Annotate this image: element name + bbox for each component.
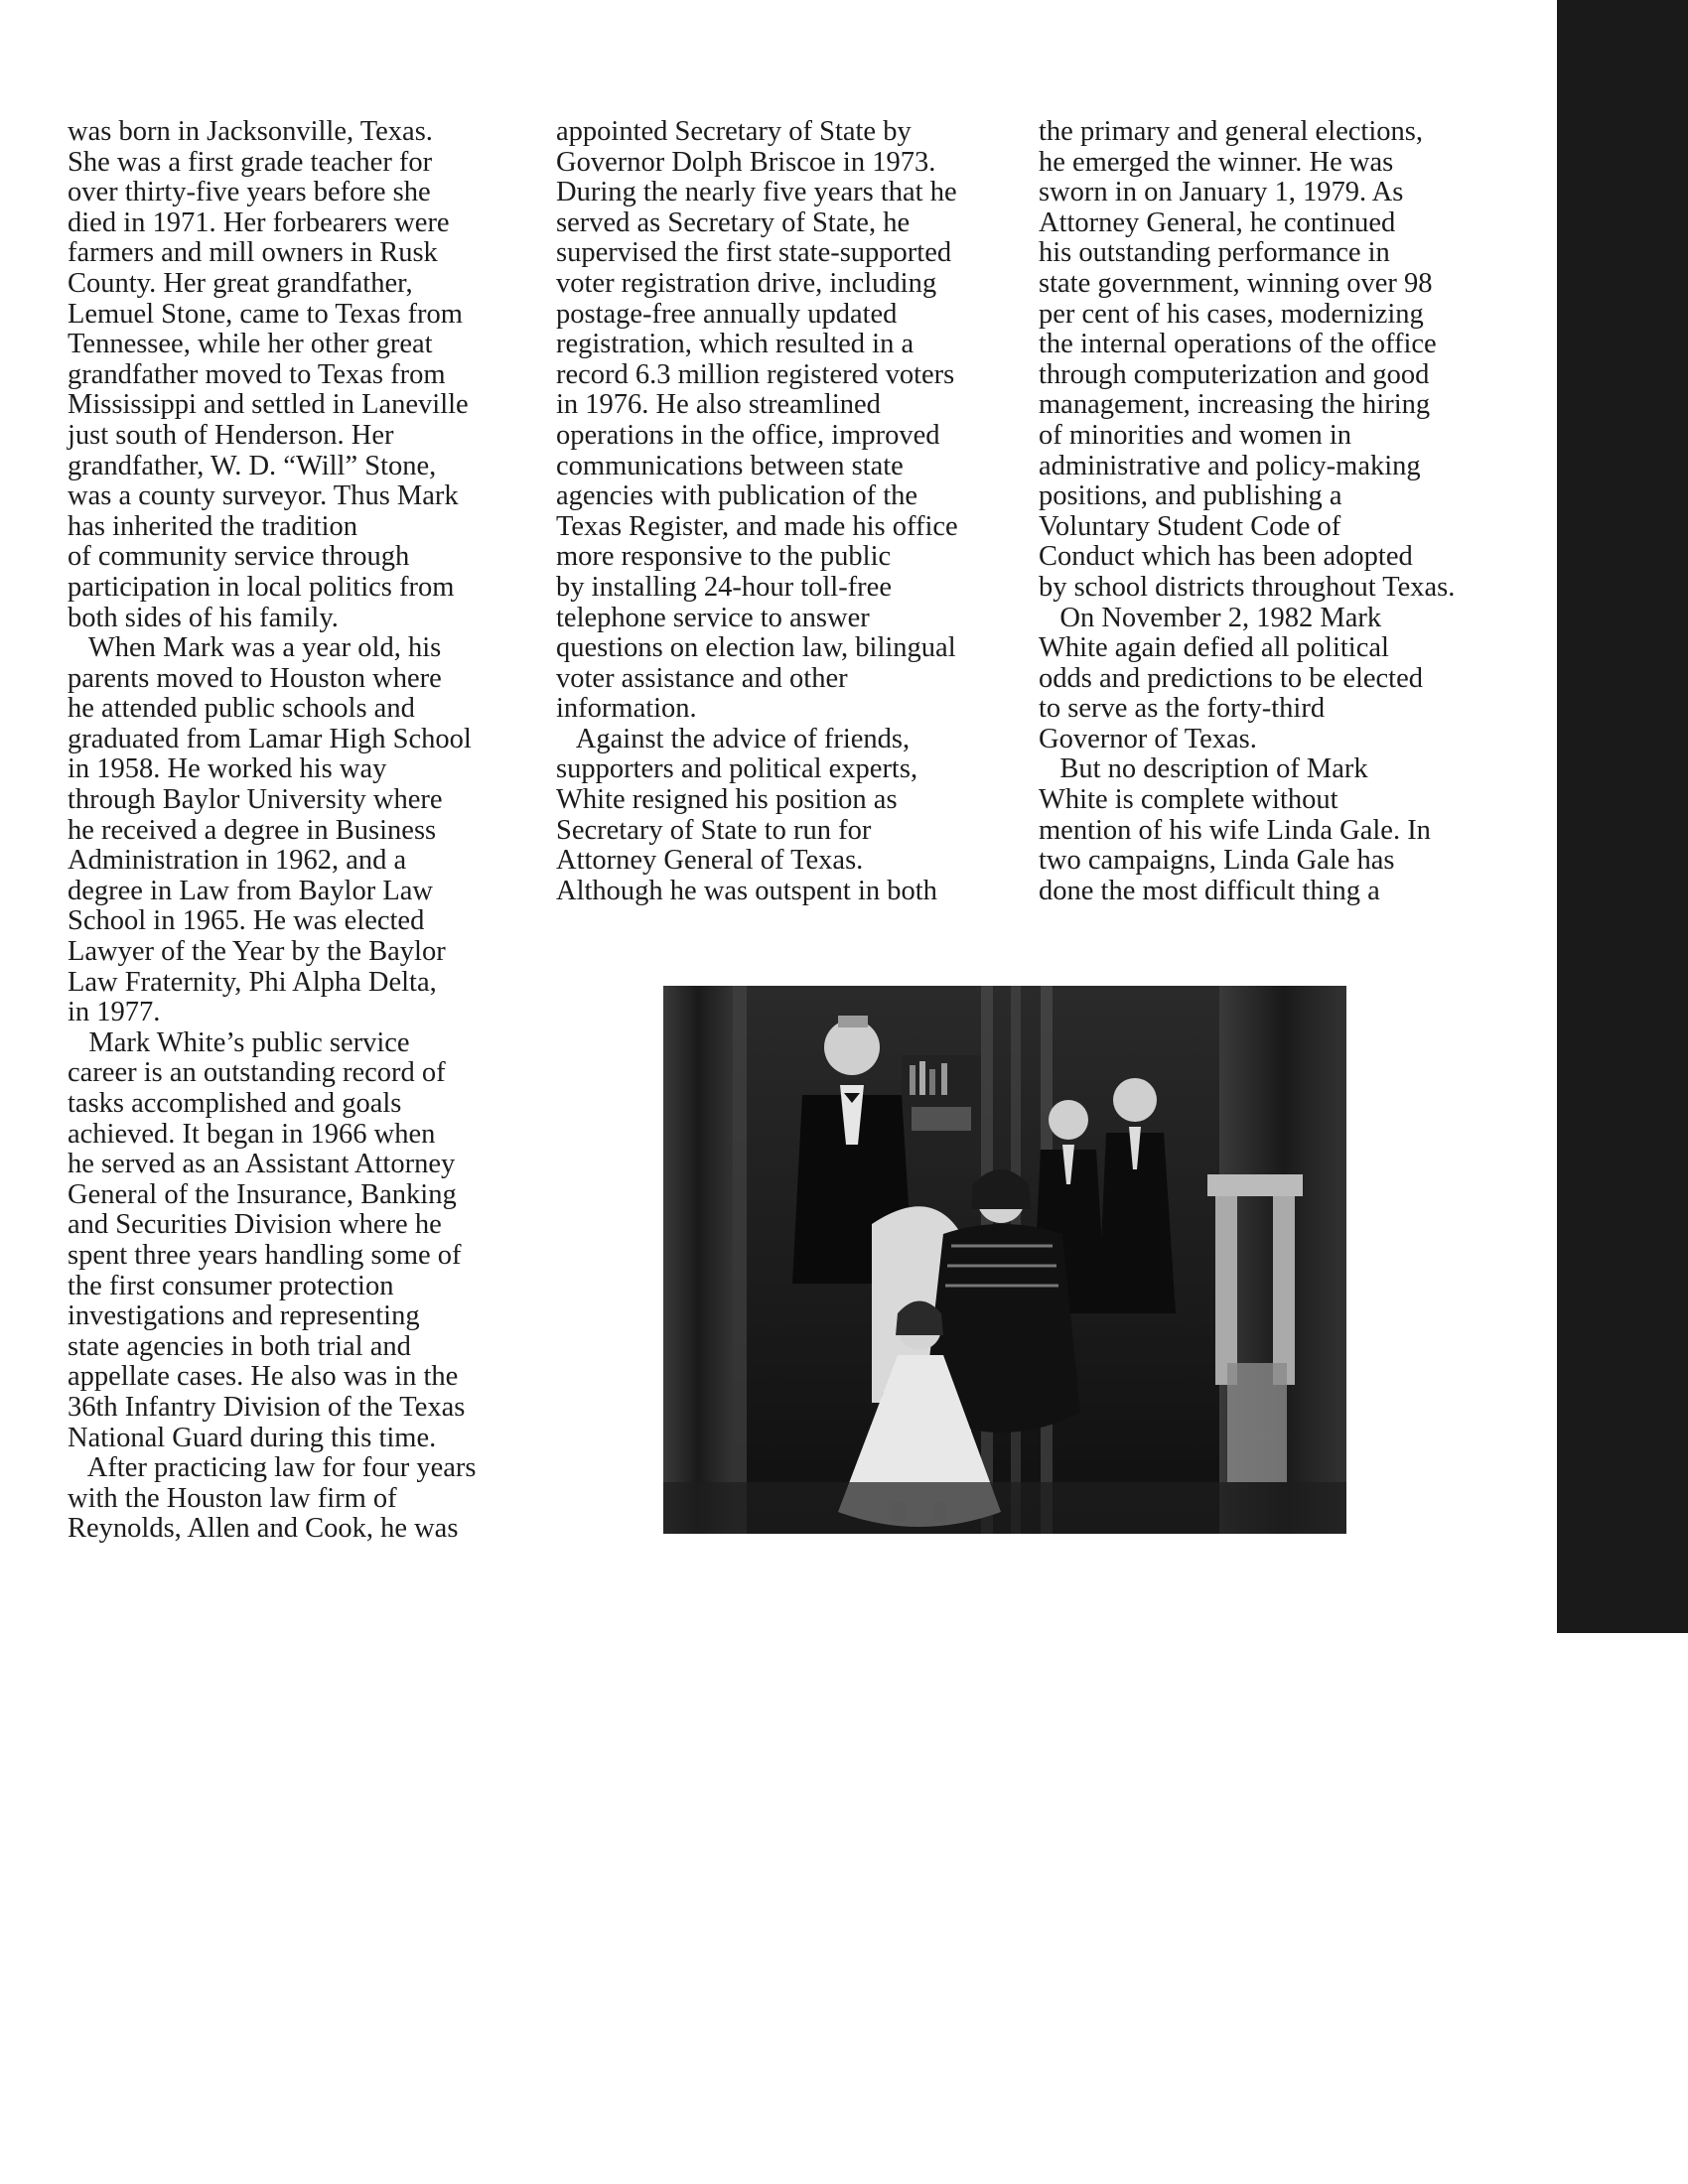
text-line: County. Her great grandfather,	[68, 267, 413, 299]
text-line: he emerged the winner. He was	[1039, 146, 1394, 178]
text-line: farmers and mill owners in Rusk	[68, 237, 438, 269]
text-line: Texas Register, and made his office	[556, 510, 958, 542]
text-line: She was a first grade teacher for	[68, 146, 433, 178]
text-line: Mark White’s public service	[68, 1026, 410, 1058]
text-line: state government, winning over 98	[1039, 267, 1433, 299]
text-line: communications between state	[556, 450, 904, 481]
text-line: mention of his wife Linda Gale. In	[1039, 814, 1431, 846]
text-line: over thirty-five years before she	[68, 177, 431, 208]
text-line: of community service through	[68, 541, 410, 573]
text-column-3	[1039, 117, 1455, 906]
text-line: investigations and representing	[68, 1300, 420, 1332]
text-line: grandfather moved to Texas from	[68, 358, 446, 390]
text-line: But no description of Mark	[1039, 753, 1368, 785]
text-column-1	[68, 117, 477, 1545]
text-line: School in 1965. He was elected	[68, 905, 425, 937]
text-line: he served as an Assistant Attorney	[68, 1149, 456, 1180]
text-line: degree in Law from Baylor Law	[68, 875, 433, 906]
text-line: served as Secretary of State, he	[556, 206, 911, 238]
text-line: When Mark was a year old, his	[68, 632, 442, 664]
text-line: died in 1971. Her forbearers were	[68, 206, 450, 238]
text-line: tasks accomplished and goals	[68, 1088, 402, 1119]
text-line: appellate cases. He also was in the	[68, 1361, 459, 1393]
text-line: supporters and political experts,	[556, 753, 918, 785]
text-line: he attended public schools and	[68, 693, 415, 725]
text-line: Lemuel Stone, came to Texas from	[68, 298, 463, 330]
text-line: voter registration drive, including	[556, 267, 937, 299]
text-line: Attorney General of Texas.	[556, 845, 864, 877]
text-line: of minorities and women in	[1039, 419, 1352, 451]
text-line: Voluntary Student Code of	[1039, 510, 1341, 542]
text-line: in 1977.	[68, 997, 161, 1028]
text-line: career is an outstanding record of	[68, 1057, 446, 1089]
text-line: General of the Insurance, Banking	[68, 1178, 457, 1210]
text-line: Mississippi and settled in Laneville	[68, 389, 469, 421]
text-line: National Guard during this time.	[68, 1422, 437, 1453]
text-line: both sides of his family.	[68, 602, 339, 633]
text-line: participation in local politics from	[68, 571, 455, 603]
text-line: Law Fraternity, Phi Alpha Delta,	[68, 966, 437, 998]
text-line: by installing 24-hour toll-free	[556, 571, 892, 603]
text-line: in 1976. He also streamlined	[556, 389, 881, 421]
text-line: White is complete without	[1039, 784, 1338, 816]
text-line: through computerization and good	[1039, 358, 1430, 390]
text-line: has inherited the tradition	[68, 510, 358, 542]
text-line: state agencies in both trial and	[68, 1330, 411, 1362]
text-line: by school districts throughout Texas.	[1039, 571, 1456, 603]
text-line: Governor Dolph Briscoe in 1973.	[556, 146, 936, 178]
text-line: postage-free annually updated	[556, 298, 898, 330]
text-line: Conduct which has been adopted	[1039, 541, 1413, 573]
text-line: per cent of his cases, modernizing	[1039, 298, 1424, 330]
text-line: done the most difficult thing a	[1039, 875, 1380, 906]
text-line: questions on election law, bilingual	[556, 632, 956, 664]
text-line: more responsive to the public	[556, 541, 892, 573]
text-line: On November 2, 1982 Mark	[1039, 602, 1382, 633]
text-line: the internal operations of the office	[1039, 329, 1437, 360]
text-column-2	[556, 117, 958, 906]
text-line: Reynolds, Allen and Cook, he was	[68, 1513, 459, 1545]
text-line: through Baylor University where	[68, 784, 443, 816]
text-line: administrative and policy-making	[1039, 450, 1421, 481]
text-line: record 6.3 million registered voters	[556, 358, 955, 390]
text-line: supervised the first state-supported	[556, 237, 952, 269]
text-line: Although he was outspent in both	[556, 875, 937, 906]
text-line: registration, which resulted in a	[556, 329, 914, 360]
text-line: in 1958. He worked his way	[68, 753, 387, 785]
text-line: Governor of Texas.	[1039, 723, 1257, 754]
text-line: Administration in 1962, and a	[68, 845, 407, 877]
text-line: sworn in on January 1, 1979. As	[1039, 177, 1404, 208]
text-line: appointed Secretary of State by	[556, 116, 912, 147]
family-portrait-icon	[663, 986, 1346, 1534]
text-line: Secretary of State to run for	[556, 814, 872, 846]
text-line: White resigned his position as	[556, 784, 898, 816]
text-line: was born in Jacksonville, Texas.	[68, 116, 433, 147]
text-line: he received a degree in Business	[68, 814, 437, 846]
text-line: During the nearly five years that he	[556, 177, 957, 208]
text-line: his outstanding performance in	[1039, 237, 1390, 269]
text-line: After practicing law for four years	[68, 1452, 477, 1484]
text-line: parents moved to Houston where	[68, 662, 442, 694]
text-line: telephone service to answer	[556, 602, 870, 633]
text-line: and Securities Division where he	[68, 1209, 442, 1241]
text-line: White again defied all political	[1039, 632, 1389, 664]
text-line: 36th Infantry Division of the Texas	[68, 1391, 466, 1423]
text-line: information.	[556, 693, 697, 725]
text-line: management, increasing the hiring	[1039, 389, 1431, 421]
text-line: Against the advice of friends,	[556, 723, 911, 754]
text-line: was a county surveyor. Thus Mark	[68, 480, 459, 512]
text-line: two campaigns, Linda Gale has	[1039, 845, 1395, 877]
text-line: odds and predictions to be elected	[1039, 662, 1424, 694]
text-line: to serve as the forty-third	[1039, 693, 1326, 725]
text-line: voter assistance and other	[556, 662, 848, 694]
text-line: just south of Henderson. Her	[68, 419, 394, 451]
text-line: with the Houston law firm of	[68, 1482, 397, 1514]
family-portrait-photo	[663, 986, 1346, 1534]
page-edge-bar	[1557, 0, 1688, 1633]
text-line: agencies with publication of the	[556, 480, 918, 512]
text-line: achieved. It began in 1966 when	[68, 1118, 436, 1150]
text-line: operations in the office, improved	[556, 419, 940, 451]
text-line: Lawyer of the Year by the Baylor	[68, 936, 446, 968]
text-line: grandfather, W. D. “Will” Stone,	[68, 450, 437, 481]
text-line: Attorney General, he continued	[1039, 206, 1396, 238]
text-line: spent three years handling some of	[68, 1239, 462, 1271]
text-line: Tennessee, while her other great	[68, 329, 433, 360]
text-line: the first consumer protection	[68, 1270, 394, 1301]
text-line: positions, and publishing a	[1039, 480, 1342, 512]
text-line: graduated from Lamar High School	[68, 723, 472, 754]
text-line: the primary and general elections,	[1039, 116, 1423, 147]
